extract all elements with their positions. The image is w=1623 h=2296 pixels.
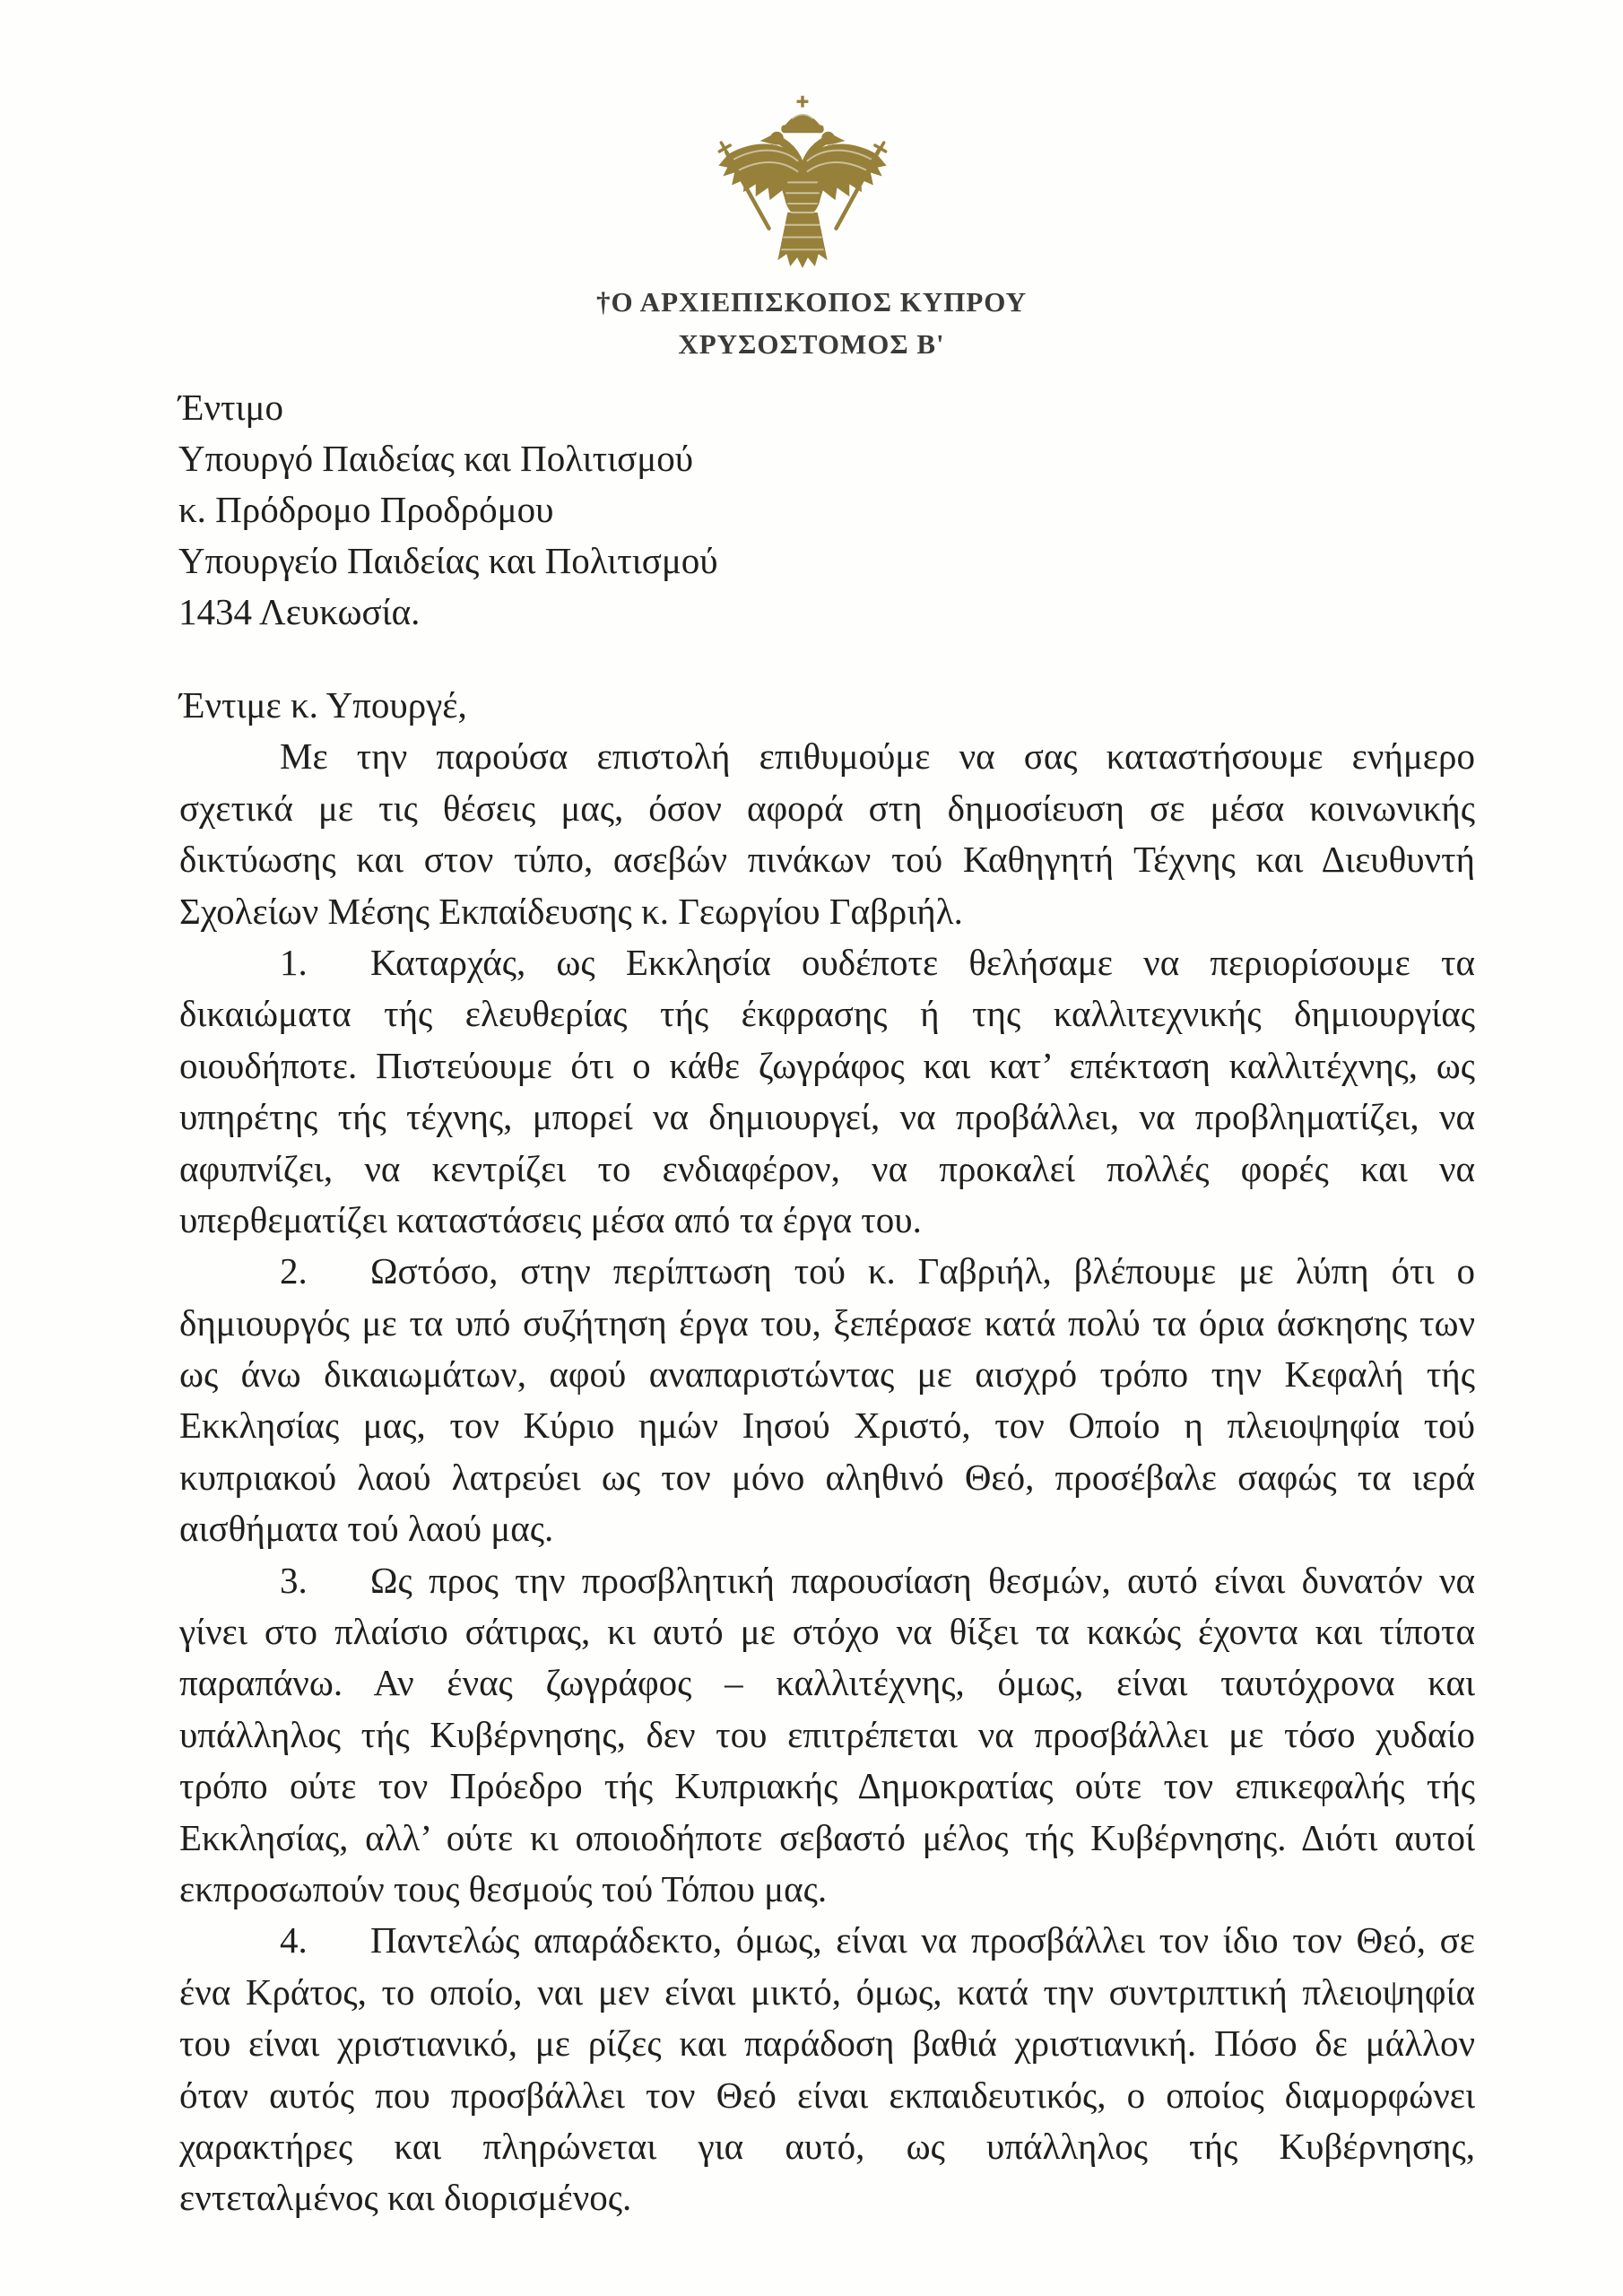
letter-line: γίνει στο πλαίσιο σάτιρας, κι αυτό με στόχο να θίξει τα κακώς έχοντα και τίποτα <box>179 1611 1475 1653</box>
letter-line: ένα Κράτος, το οποίο, ναι μεν είναι μικτό, όμως, κατά την συντριπτική πλειοψηφία <box>179 1970 1475 2013</box>
recipient-line: Υπουργό Παιδείας και Πολιτισμού <box>178 438 694 479</box>
letter-line: εντεταλμένος και διορισμένος. <box>179 2177 632 2219</box>
letter-line <box>179 1555 1475 1606</box>
letterhead-office: †Ο ΑΡΧΙΕΠΙΣΚΟΠΟΣ ΚΥΠΡΟΥ <box>596 286 1027 317</box>
paragraph-first-line-text: Παντελώς απαράδεκτο, όμως, είναι να προσβάλλει τον ίδιο τον Θεό, σε <box>370 1919 1475 1961</box>
letter-line: τρόπο ούτε τον Πρόεδρο τής Κυπριακής Δημοκρατίας ούτε τον επικεφαλής τής <box>179 1765 1475 1807</box>
paragraph-first-line-text: Καταρχάς, ως Εκκλησία ουδέποτε θελήσαμε να περιορίσουμε τα <box>370 941 1475 983</box>
paragraph-number: 2. <box>280 1250 308 1292</box>
letter-line: εκπροσωπούν τους θεσμούς τού Τόπου μας. <box>179 1867 828 1909</box>
letter-line: αφυπνίζει, να κεντρίζει το ενδιαφέρον, να προκαλεί πολλές φορές και να <box>179 1147 1475 1189</box>
letter-line: κυπριακού λαού λατρεύει ως τον μόνο αληθινό Θεό, προσέβαλε σαφώς τα ιερά <box>179 1456 1475 1498</box>
recipient-line: Υπουργείο Παιδείας και Πολιτισμού <box>178 540 718 581</box>
recipient-line: 1434 Λευκωσία. <box>178 591 421 632</box>
letter-line: ως άνω δικαιωμάτων, αφού αναπαριστώντας με αισχρό τρόπο την Κεφαλή τής <box>179 1353 1475 1396</box>
letter-line: όταν αυτός που προσβάλλει τον Θεό είναι εκπαιδευτικός, ο οποίος διαμορφώνει <box>179 2074 1475 2116</box>
letter-line: αισθήματα τού λαού μας. <box>179 1508 554 1550</box>
letter-line: υπερθεματίζει καταστάσεις μέσα από τα έργα του. <box>179 1198 922 1240</box>
letter-line: υπάλληλος τής Κυβέρνησης, δεν του επιτρέπεται να προσβάλλει με τόσο χυδαίο <box>179 1713 1475 1755</box>
letterhead-title <box>0 281 1623 365</box>
letter-line <box>179 1915 1475 1966</box>
recipient-line: Έντιμο <box>178 387 283 428</box>
letterhead-name: ΧΡΥΣΟΣΤΟΜΟΣ Β' <box>678 328 945 360</box>
recipient-line: κ. Πρόδρομο Προδρόμου <box>178 489 554 530</box>
letter-line: Εκκλησίας, αλλ’ ούτε κι οποιοδήποτε σεβαστό μέλος τής Κυβέρνησης. Διότι αυτοί <box>179 1816 1475 1858</box>
letter-line: σχετικά με τις θέσεις μας, όσον αφορά στη δημοσίευση σε μέσα κοινωνικής <box>179 787 1475 829</box>
letter-line: δικαιώματα τής ελευθερίας τής έκφρασης ή της καλλιτεχνικής δημιουργίας <box>179 993 1475 1035</box>
paragraph-number: 4. <box>280 1919 308 1961</box>
letter-line: του είναι χριστιανικό, με ρίζες και παράδοση βαθιά χριστιανική. Πόσο δε μάλλον <box>179 2022 1475 2065</box>
letter-line <box>179 1246 1475 1297</box>
letter-line: οιουδήποτε. Πιστεύουμε ότι ο κάθε ζωγράφος και κατ’ επέκταση καλλιτέχνης, ως <box>179 1044 1475 1086</box>
letter-line: χαρακτήρες και πληρώνεται για αυτό, ως υπάλληλος τής Κυβέρνησης, <box>179 2125 1475 2167</box>
paragraph-number: 1. <box>280 941 308 983</box>
letter-line: Σχολείων Μέσης Εκπαίδευσης κ. Γεωργίου Γαβριήλ. <box>179 890 963 932</box>
letter-line: υπηρέτης τής τέχνης, μπορεί να δημιουργεί, να προβάλλει, να προβληματίζει, να <box>179 1096 1475 1138</box>
letter-line: δικτύωσης και στον τύπο, ασεβών πινάκων τού Καθηγητή Τέχνης και Διευθυντή <box>179 839 1475 881</box>
letter-line <box>179 937 1475 988</box>
double-headed-eagle-icon <box>713 83 892 269</box>
paragraph-first-line-text: Ως προς την προσβλητική παρουσίαση θεσμών, αυτό είναι δυνατόν να <box>370 1559 1475 1601</box>
recipient-block <box>178 382 718 638</box>
letter-line: Με την παρούσα επιστολή επιθυμούμε να σας καταστήσουμε ενήμερο <box>280 735 1475 778</box>
paragraph-number: 3. <box>280 1559 308 1601</box>
letter-body <box>179 680 1475 2224</box>
paragraph-first-line-text: Ωστόσο, στην περίπτωση τού κ. Γαβριήλ, βλέπουμε με λύπη ότι ο <box>370 1250 1475 1292</box>
letter-line: δημιουργός με τα υπό συζήτηση έργα του, ξεπέρασε κατά πολύ τα όρια άσκησης των <box>179 1301 1475 1344</box>
letter-line: Εκκλησίας μας, τον Κύριο ημών Ιησού Χριστό, τον Οποίο η πλειοψηφία τού <box>179 1405 1475 1447</box>
archbishop-emblem <box>713 83 892 272</box>
salutation: Έντιμε κ. Υπουργέ, <box>179 684 467 726</box>
letter-line: παραπάνω. Αν ένας ζωγράφος – καλλιτέχνης, όμως, είναι ταυτόχρονα και <box>179 1662 1475 1704</box>
